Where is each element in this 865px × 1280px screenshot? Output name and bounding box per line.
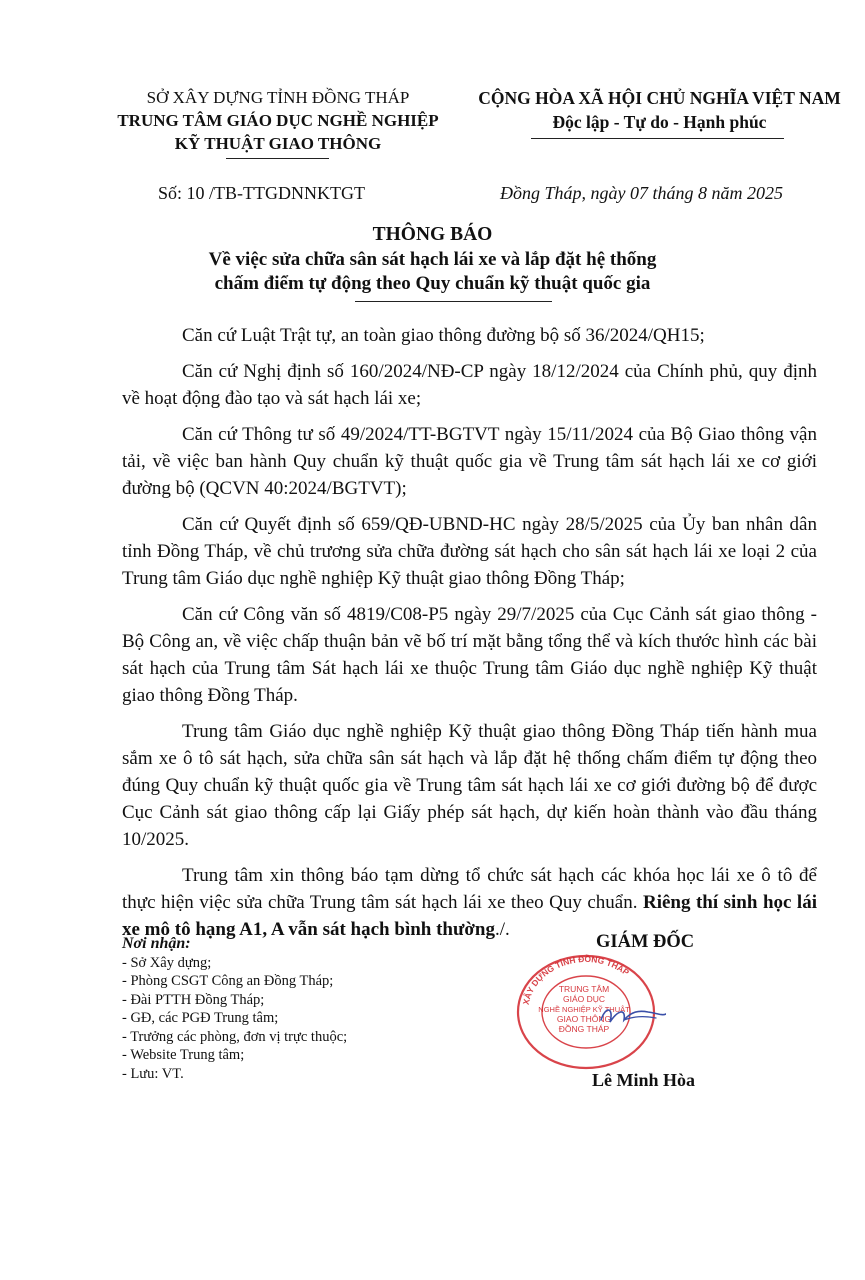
issuing-agency-block xyxy=(78,86,478,155)
svg-text:GIÁO DỤC: GIÁO DỤC xyxy=(562,994,606,1004)
recipient-item: - GĐ, các PGĐ Trung tâm; xyxy=(122,1010,279,1026)
recipient-item: - Trưởng các phòng, đơn vị trực thuộc; xyxy=(122,1028,348,1045)
agency-line-1: SỞ XÂY DỰNG TỈNH ĐỒNG THÁP xyxy=(146,88,410,107)
legal-basis-2: Căn cứ Nghị định số 160/2024/NĐ-CP ngày 18/12/2024 của Chính phủ, quy định về hoạt động đào tạo và sát hạch lái xe; xyxy=(122,361,817,409)
document-body xyxy=(122,322,817,952)
national-motto-block xyxy=(462,86,857,134)
document-subject-line-2: chấm điểm tự động theo Quy chuẩn kỹ thuật quốc gia xyxy=(214,273,651,294)
official-stamp xyxy=(506,950,666,1070)
exception-text: Riêng thí sinh học lái xe mô tô hạng A1, A vẫn sát hạch bình thường xyxy=(122,892,817,940)
svg-text:TRUNG TÂM: TRUNG TÂM xyxy=(558,984,610,994)
legal-basis-1: Căn cứ Luật Trật tự, an toàn giao thông đường bộ số 36/2024/QH15; xyxy=(182,325,705,346)
recipient-item: - Sở Xây dựng; xyxy=(122,954,212,971)
country-name: CỘNG HÒA XÃ HỘI CHỦ NGHĨA VIỆT NAM xyxy=(478,88,841,108)
signer-name: Lê Minh Hòa xyxy=(592,1070,696,1090)
svg-text:GIAO THÔNG: GIAO THÔNG xyxy=(556,1014,612,1024)
motto: Độc lập - Tự do - Hạnh phúc xyxy=(552,112,767,132)
suspension-text: Trung tâm xin thông báo tạm dừng tổ chức sát hạch các khóa học lái xe ô tô để thực hiện việc sửa chữa Trung tâm sát hạch lái xe theo Quy chuẩn. xyxy=(122,865,817,913)
motto-underline xyxy=(531,138,784,139)
recipient-item: - Đài PTTH Đồng Tháp; xyxy=(122,991,265,1008)
recipient-item: - Phòng CSGT Công an Đồng Tháp; xyxy=(122,973,334,989)
legal-basis-5: Căn cứ Công văn số 4819/C08-P5 ngày 29/7/2025 của Cục Cảnh sát giao thông - Bộ Công an, về việc chấp thuận bản vẽ bố trí mặt bằng tổng thể và kích thước hình các bài sát hạch của Trung tâm Sát hạch lái xe thuộc Trung tâm Giáo dục nghề nghiệp Kỹ thuật giao thông Đồng Tháp. xyxy=(122,604,817,706)
title-underline xyxy=(355,301,552,302)
recipients-title: Nơi nhận: xyxy=(122,935,191,952)
document-title: THÔNG BÁO xyxy=(372,224,493,245)
document-subject-line-1: Về việc sửa chữa sân sát hạch lái xe và lắp đặt hệ thống xyxy=(208,249,657,270)
signer-position: GIÁM ĐỐC xyxy=(596,932,695,952)
agency-underline xyxy=(226,158,329,159)
legal-basis-3: Căn cứ Thông tư số 49/2024/TT-BGTVT ngày 15/11/2024 của Bộ Giao thông vận tải, về việc ban hành Quy chuẩn kỹ thuật quốc gia về Trung tâm sát hạch lái xe cơ giới đường bộ (QCVN 40:2024/BGTVT); xyxy=(122,424,817,499)
svg-text:ĐỒNG THÁP: ĐỒNG THÁP xyxy=(558,1024,610,1034)
svg-text:NGHỀ NGHIỆP KỸ THUẬT: NGHỀ NGHIỆP KỸ THUẬT xyxy=(538,1005,630,1014)
closing-mark: ./. xyxy=(495,919,510,940)
place-and-date: Đồng Tháp, ngày 07 tháng 8 năm 2025 xyxy=(500,183,783,203)
announcement-paragraph: Trung tâm Giáo dục nghề nghiệp Kỹ thuật giao thông Đồng Tháp tiến hành mua sắm xe ô tô sát hạch, sửa chữa sân sát hạch và lắp đặt hệ thống chấm điểm tự động theo đúng Quy chuẩn kỹ thuật quốc gia về Trung tâm sát hạch lái xe cơ giới đường bộ để được Cục Cảnh sát giao thông cấp lại Giấy phép sát hạch, dự kiến hoàn thành vào đầu tháng 10/2025. xyxy=(122,721,817,850)
recipients-block xyxy=(122,935,442,1083)
recipient-item: - Lưu: VT. xyxy=(122,1065,184,1082)
agency-line-2: TRUNG TÂM GIÁO DỤC NGHỀ NGHIỆP xyxy=(117,111,439,130)
document-number: Số: 10 /TB-TTGDNNKTGT xyxy=(158,183,365,203)
legal-basis-4: Căn cứ Quyết định số 659/QĐ-UBND-HC ngày 28/5/2025 của Ủy ban nhân dân tỉnh Đồng Tháp, về chủ trương sửa chữa đường sát hạch cho sân sát hạch lái xe loại 2 của Trung tâm Giáo dục nghề nghiệp Kỹ thuật giao thông Đồng Tháp; xyxy=(122,514,817,589)
suspension-paragraph xyxy=(122,862,817,943)
svg-text:XÂY DỰNG TỈNH ĐỒNG THÁP: XÂY DỰNG TỈNH ĐỒNG THÁP xyxy=(520,953,632,1006)
recipient-item: - Website Trung tâm; xyxy=(122,1047,245,1063)
agency-line-3: KỸ THUẬT GIAO THÔNG xyxy=(174,134,382,153)
